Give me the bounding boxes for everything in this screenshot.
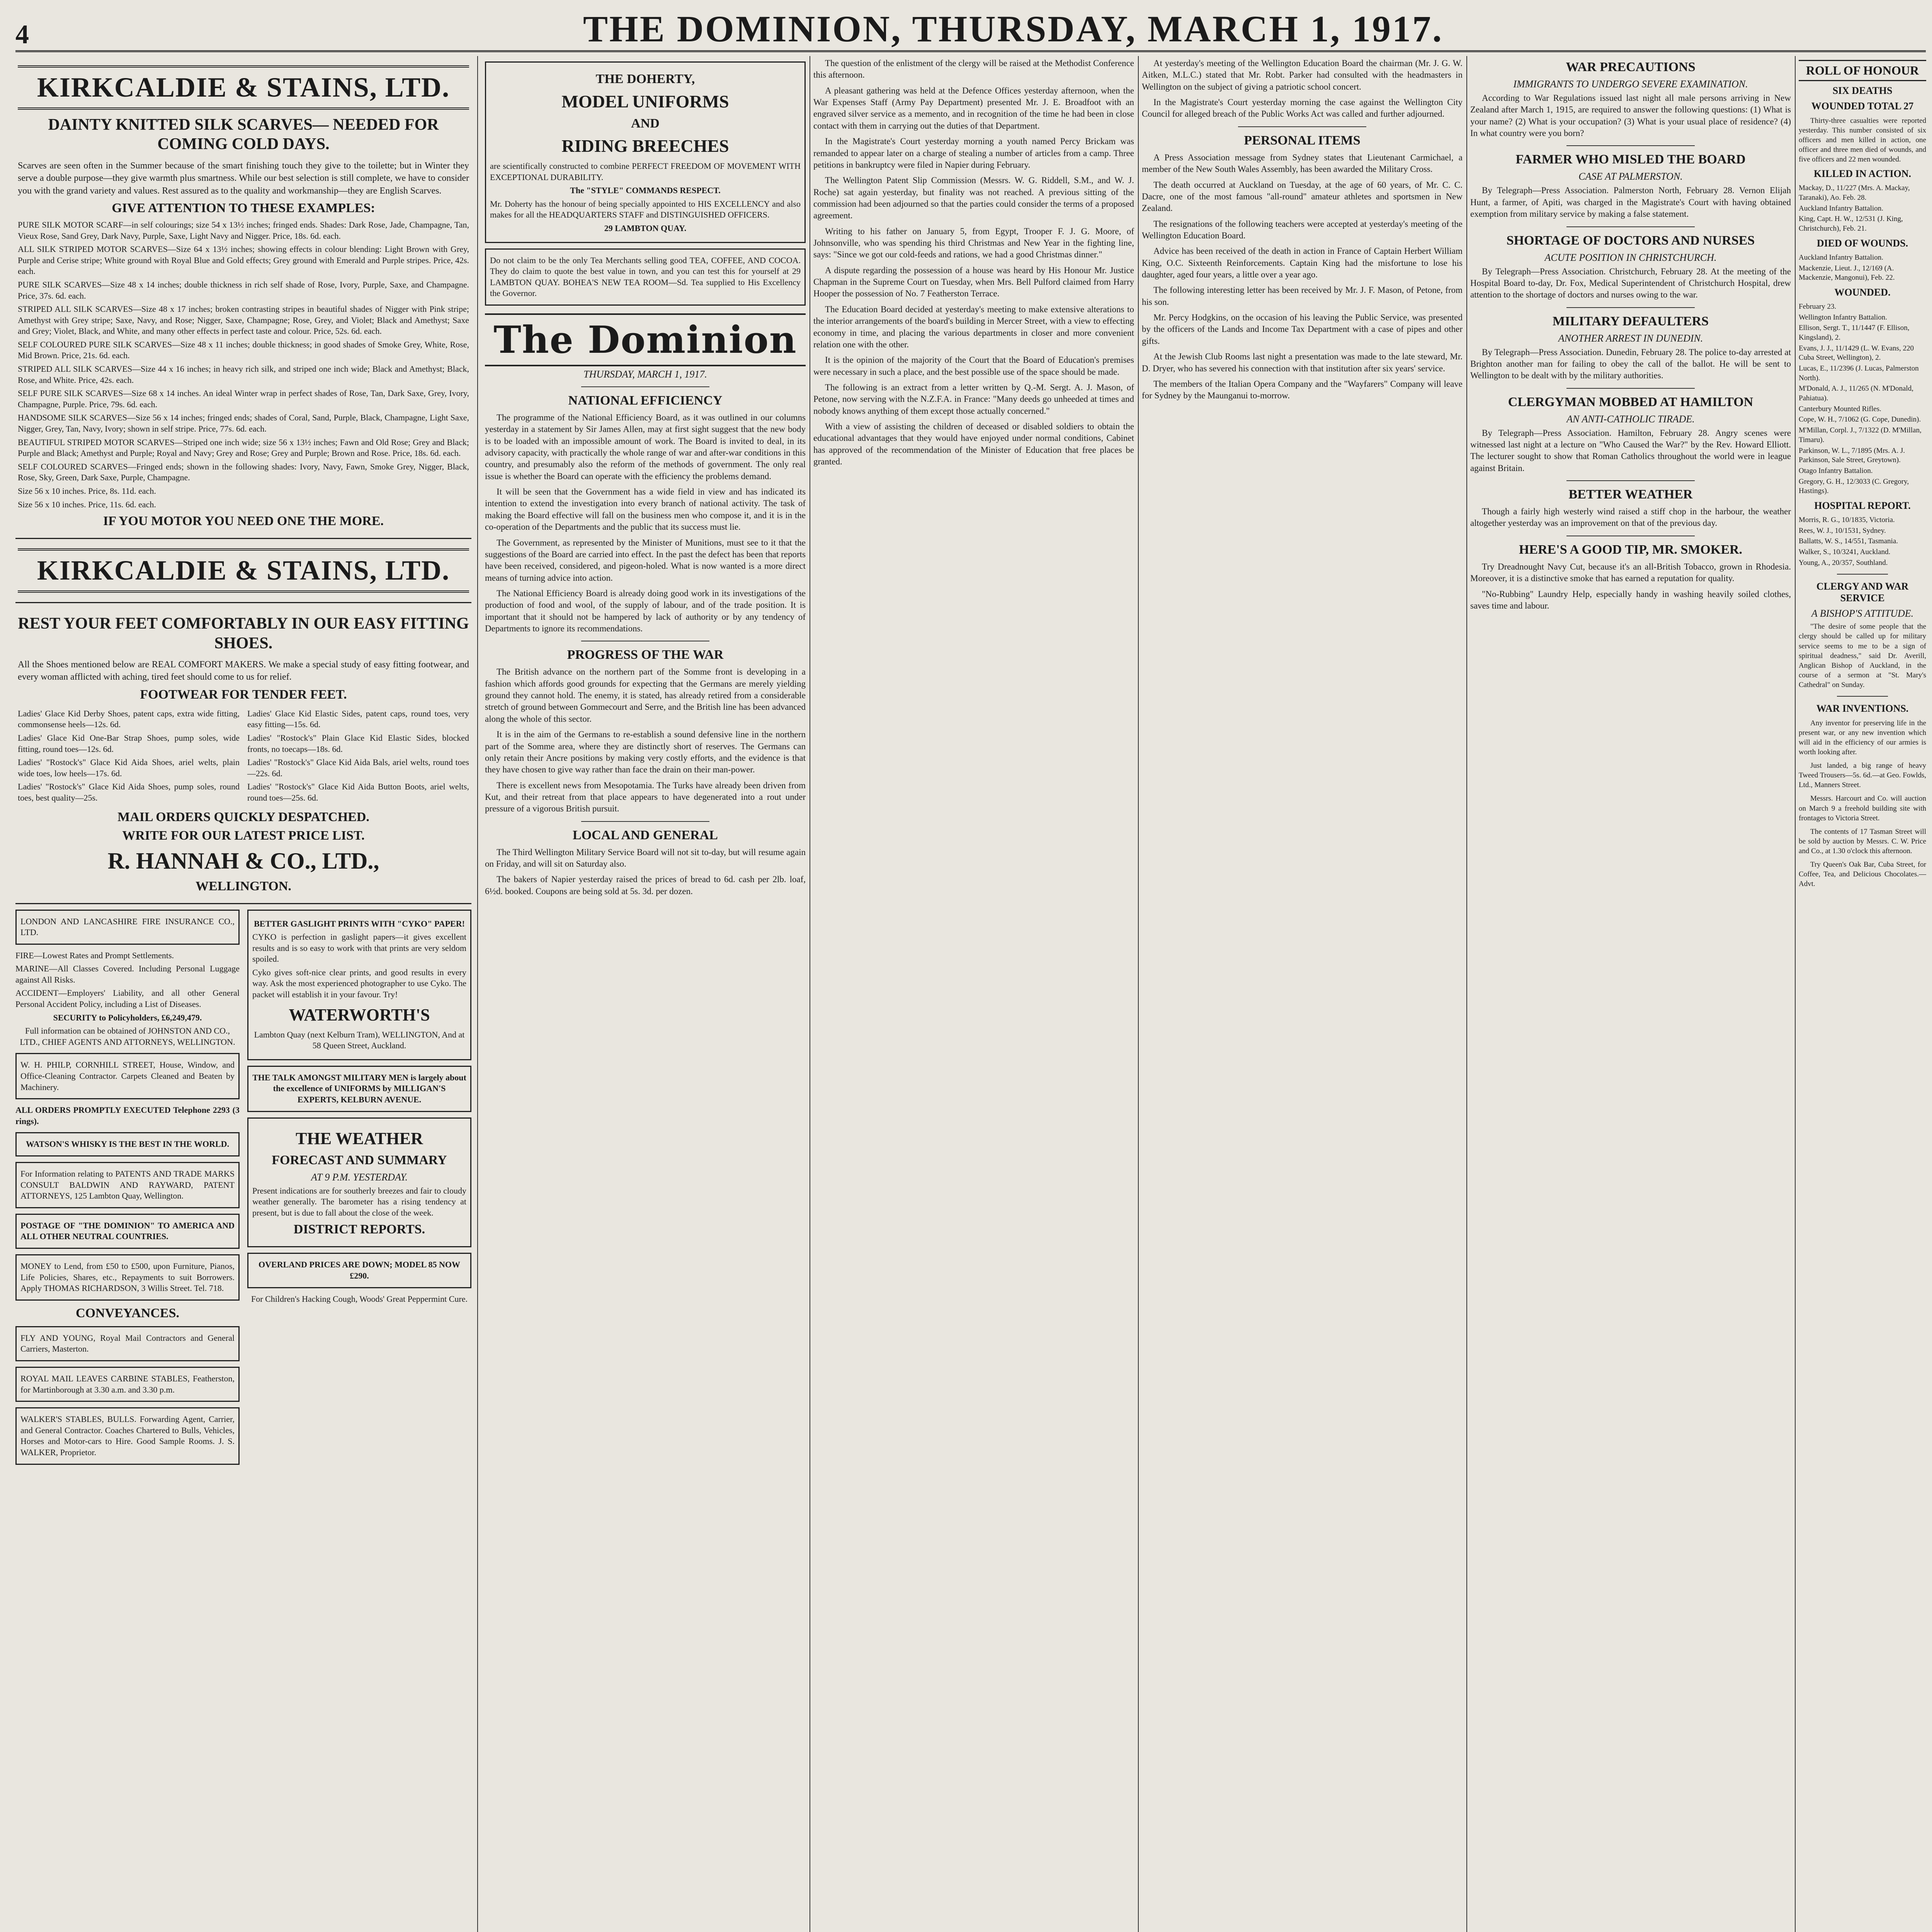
shoe-list xyxy=(18,706,469,806)
small-ad: ACCIDENT—Employers' Liability, and all other General Personal Accident Policy, including a List of Diseases. xyxy=(15,988,240,1009)
casualty-entry: Auckland Infantry Battalion. xyxy=(1799,204,1883,213)
ad-item: PURE SILK SCARVES—Size 48 x 14 inches; double thickness in rich self shade of Rose, Ivory, Purple, Saxe, and Champagne. Price, 37s. 6d. each. xyxy=(18,279,469,301)
ad-text: are scientifically constructed to combine PERFECT FREEDOM OF MOVEMENT WITH EXCEPTIONAL DURABILITY. xyxy=(490,161,801,182)
article-paragraph: The National Efficiency Board is already doing good work in its investigations of the production of food and wool, of the supply of labour, and of the trade position. It is important that it should not be hampered by lack of authority or by any tendency of Departments to ignore its recommendations. xyxy=(485,588,806,634)
section-heading: CONVEYANCES. xyxy=(76,1306,179,1320)
article-heading: WAR INVENTIONS. xyxy=(1816,702,1909,714)
small-ad: W. H. PHILP, CORNHILL STREET, House, Window, and Office-Cleaning Contractor. Carpets Cleaned and Beaten by Machinery. xyxy=(15,1053,240,1099)
article-paragraph: The death occurred at Auckland on Tuesday, at the age of 60 years, of Mr. C. C. Dacre, one of the most famous "all-round" amateur athletes and sportsmen in New Zealand. xyxy=(1142,180,1463,213)
ad-headline: REST YOUR FEET COMFORTABLY IN OUR EASY FITTING SHOES. xyxy=(18,615,469,652)
news-column xyxy=(1470,56,1791,1932)
article-paragraph: With a view of assisting the children of deceased or disabled soldiers to obtain the educational advantages that they would have enjoyed under normal conditions, Cabinet has approved of the recommendation of the Minister of Education that free places be granted. xyxy=(813,422,1134,467)
article-paragraph: In the Magistrate's Court yesterday morning a youth named Percy Brickam was remanded to appear later on a charge of stealing a number of articles from a camp. Three petitions in bankruptcy were filed in Napier during February. xyxy=(813,136,1134,170)
small-ad: FLY AND YOUNG, Royal Mail Contractors and General Carriers, Masterton. xyxy=(15,1326,240,1361)
article-heading: CLERGY AND WAR SERVICE xyxy=(1816,581,1909,604)
divider xyxy=(581,821,709,822)
article-paragraph: There is excellent news from Mesopotamia. The Turks have already been driven from Kut, and their retreat from that place appears to have degenerated into a rout under pressure of a vigorous British pursuit. xyxy=(485,780,806,814)
article-paragraph: At yesterday's meeting of the Wellington Education Board the chairman (Mr. J. G. W. Aitken, M.L.C.) stated that Mr. Robt. Parker had consulted with the headmasters in Wellington on the subject of giving a patriotic school concert. xyxy=(1142,58,1463,92)
weather-box xyxy=(247,1117,471,1248)
advertiser-name: KIRKCALDIE & STAINS, LTD. xyxy=(18,548,469,593)
article-heading: HERE'S A GOOD TIP, MR. SMOKER. xyxy=(1519,542,1743,557)
shoe-item: Ladies' "Rostock's" Glace Kid Aida Bals, ariel welts, round toes—22s. 6d. xyxy=(247,757,469,778)
shoe-item: Ladies' "Rostock's" Plain Glace Kid Elastic Sides, blocked fronts, no toecaps—18s. 6d. xyxy=(247,733,469,754)
ad-item: SELF PURE SILK SCARVES—Size 68 x 14 inches. An ideal Winter wrap in perfect shades of Rose, Tan, Dark Saxe, Grey, Ivory, Champagne, Purple. Price, 79s. 6d. each. xyxy=(18,388,469,409)
news-column xyxy=(813,56,1134,1932)
ad-text: Lambton Quay (next Kelburn Tram), WELLINGTON, And at 58 Queen Street, Auckland. xyxy=(254,1029,465,1051)
article-paragraph: Just landed, a big range of heavy Tweed Trousers—5s. 6d.—at Geo. Fowlds, Ltd., Manners Street. xyxy=(1799,762,1926,789)
article-paragraph: Advice has been received of the death in action in France of Captain Herbert William King, O.C. Sixteenth Reinforcements. Captain King had the misfortune to lose his daughter, aged four years, a little over a year ago. xyxy=(1142,246,1463,280)
casualty-entry: Mackay, D., 11/227 (Mrs. A. Mackay, Taranaki), Ao. Feb. 28. xyxy=(1799,184,1910,202)
district-reports: DISTRICT REPORTS. xyxy=(293,1222,425,1237)
small-ad: SECURITY to Policyholders, £6,249,479. xyxy=(53,1012,202,1022)
article-paragraph: By Telegraph—Press Association. Christchurch, February 28. At the meeting of the Hospital Board to-day, Dr. Fox, Medical Superintendent of Christchurch Hospital, drew attention to the shortage of doctors and nurses owing to the war. xyxy=(1470,266,1791,300)
casualty-entry: Lucas, E., 11/2396 (J. Lucas, Palmerston North). xyxy=(1799,364,1919,382)
advertiser-name: WATERWORTH'S xyxy=(289,1005,430,1024)
small-ad: ROYAL MAIL LEAVES CARBINE STABLES, Featherston, for Martinborough at 3.30 a.m. and 3.30 p.m. xyxy=(15,1367,240,1402)
cyko-ad xyxy=(247,910,471,1060)
article-heading: FARMER WHO MISLED THE BOARD xyxy=(1515,152,1746,167)
advertiser-name: R. HANNAH & CO., LTD., xyxy=(107,848,379,874)
article-paragraph: By Telegraph—Press Association. Hamilton, February 28. Angry scenes were witnessed last night at a lecture on "Who Caused the War?" by the Rev. Howard Elliott. The lecturer sought to show that Roman Catholics throughout the world were in league against Britain. xyxy=(1470,428,1791,473)
ad-headline: DAINTY KNITTED SILK SCARVES— NEEDED FOR COMING COLD DAYS. xyxy=(48,116,439,153)
woods-ad: For Children's Hacking Cough, Woods' Great Peppermint Cure. xyxy=(251,1294,468,1304)
article-paragraph: Any inventor for preserving life in the present war, or any new invention which will aid in the efficiency of our armies is worth looking after. xyxy=(1799,719,1926,757)
article-heading: PERSONAL ITEMS xyxy=(1244,133,1361,148)
article-subheading: IMMIGRANTS TO UNDERGO SEVERE EXAMINATION. xyxy=(1513,78,1748,90)
advertiser-name: KIRKCALDIE & STAINS, LTD. xyxy=(18,65,469,110)
small-ad: WATSON'S WHISKY IS THE BEST IN THE WORLD. xyxy=(15,1132,240,1156)
ad-intro: Scarves are seen often in the Summer because of the smart finishing touch they give to the toilette; but in Winter they serve a double purpose—they give warmth plus smartness. While our best selection is still complete, we have to consider you with the grand variety and values. Rest assured as to the quality and workmanship—they are English Scarves. xyxy=(18,160,469,196)
shoe-item: Ladies' Glace Kid Elastic Sides, patent caps, round toes, very easy fitting—15s. 6d. xyxy=(247,708,469,730)
ad-footer: IF YOU MOTOR YOU NEED ONE THE MORE. xyxy=(103,514,384,529)
article-paragraph: The resignations of the following teachers were accepted at yesterday's meeting of the Wellington Education Board. xyxy=(1142,219,1463,240)
shoe-item: Ladies' "Rostock's" Glace Kid Aida Shoes, pump soles, round toes, best quality—25s. xyxy=(18,782,240,803)
casualty-entry: King, Capt. H. W., 12/531 (J. King, Christchurch), Feb. 21. xyxy=(1799,215,1903,233)
weather-time: AT 9 P.M. YESTERDAY. xyxy=(311,1171,408,1183)
small-ad: MARINE—All Classes Covered. Including Personal Luggage against All Risks. xyxy=(15,964,240,985)
article-paragraph: "No-Rubbing" Laundry Help, especially handy in washing heavily soiled clothes, saves time and labour. xyxy=(1470,589,1791,611)
casualty-entry: February 23. xyxy=(1799,302,1837,311)
bohea-ad: Do not claim to be the only Tea Merchants selling good TEA, COFFEE, AND COCOA. They do claim to quote the best value in town, and you can test this for yourself at 29 LAMBTON QUAY. BOHEA'S NEW TEA ROOM—Sd. Tea supplied to His Excellency the Governor. xyxy=(485,248,806,306)
ad-headline: AND xyxy=(631,116,660,131)
article-paragraph: A Press Association message from Sydney states that Lieutenant Carmichael, a member of the New South Wales Assembly, has been awarded the Military Cross. xyxy=(1142,152,1463,174)
column-rule xyxy=(1466,56,1467,1932)
ad-address: 29 LAMBTON QUAY. xyxy=(604,223,687,233)
ad-text: Cyko gives soft-nice clear prints, and good results in every way. Ask the most experienced photographer to use Cyko. The packet will establish it in your favour. Try! xyxy=(252,967,466,1000)
ad-item: ALL SILK STRIPED MOTOR SCARVES—Size 64 x 13½ inches; showing effects in colour blending: Light Brown with Grey, Purple and Cerise stripe; White ground with Royal Blue and Gold effects; Grey ground with Emerald and Purple stripes. Price, 42s. each. xyxy=(18,244,469,276)
ad-item: STRIPED ALL SILK SCARVES—Size 44 x 16 inches; in heavy rich silk, and striped one inch wide; Black and Amethyst; Black, Rose, and White. Price, 42s. each. xyxy=(18,364,469,385)
hannah-shoes-ad xyxy=(15,603,471,904)
article-paragraph: Writing to his father on January 5, from Egypt, Trooper F. J. G. Moore, of Johnsonville, who was spending his third Christmas and New Year in the fighting line, says: "Since we got our cold-feeds and rations, we had a good Christmas dinner." xyxy=(813,226,1134,260)
article-paragraph: By Telegraph—Press Association. Palmerston North, February 28. Vernon Elijah Hunt, a farmer, of Apiti, was charged in the Magistrate's Court with having obtained exemption from military service by making a false statement. xyxy=(1470,185,1791,219)
ad-item: HANDSOME SILK SCARVES—Size 56 x 14 inches; fringed ends; shades of Coral, Sand, Purple, Black, Champagne, Light Saxe, Nigger, Grey, Tan, Navy, Ivory; shown in self stripe. Price, 77s. 6d. each. xyxy=(18,413,469,434)
article-paragraph: By Telegraph—Press Association. Dunedin, February 28. The police to-day arrested at Brighton another man for failing to obey the call of the ballot. He will be sent to Wellington to be dealt with by the military authorities. xyxy=(1470,347,1791,381)
article-paragraph: "The desire of some people that the clergy should be called up for military service seems to me to be a sign of spiritual deadness," said Dr. Averill, Anglican Bishop of Auckland, in the course of a sermon at "St. Mary's Cathedral" on Sunday. xyxy=(1799,622,1926,689)
divider xyxy=(1566,388,1695,389)
hospital-entry: Young, A., 20/357, Southland. xyxy=(1799,558,1888,567)
kirkcaldie-ad-2 xyxy=(15,539,471,603)
casualty-entry: Parkinson, W. L., 7/1895 (Mrs. A. J. Parkinson, Sale Street, Greytown). xyxy=(1799,446,1905,464)
ad-intro: All the Shoes mentioned below are REAL COMFORT MAKERS. We make a special study of easy fitting footwear, and every woman afflicted with aching, tired feet should come to us for relief. xyxy=(18,659,469,682)
article-paragraph: A pleasant gathering was held at the Defence Offices yesterday afternoon, when the War Expenses Staff (Army Pay Department) presented Mr. J. E. Broadfoot with an engraved silver service as a memento, and in recognition of the time he had been in close contact with them in carrying out the duties of that Department. xyxy=(813,85,1134,131)
shoe-item: Ladies' Glace Kid One-Bar Strap Shoes, pump soles, wide fitting, round toes—12s. 6d. xyxy=(18,733,240,754)
article-paragraph: The programme of the National Efficiency Board, as it was outlined in our columns yesterday in a statement by Sir James Allen, may at first sight suggest that the new body is to be loaded with an impossible amount of work. The Board is invited to deal, in its advisory capacity, with practically the whole range of war and after-war conditions in this country, and presumably also the reform of the methods of government. The only real issue is whether the Board can operate with the efficiency the problems demand. xyxy=(485,412,806,481)
advertiser-name: THE DOHERTY, xyxy=(595,72,695,86)
article-paragraph: The Government, as represented by the Minister of Munitions, must see to it that the suggestions of the Board are carried into effect. In the past the defect has been that reports have been received, considered, and pigeon-holed. What is now wanted is a more direct means of turning advice into action. xyxy=(485,537,806,583)
article-heading: SHORTAGE OF DOCTORS AND NURSES xyxy=(1506,233,1755,248)
divider xyxy=(1566,307,1695,308)
casualty-entry: Ellison, Sergt. T., 11/1447 (F. Ellison, Kingsland), 2. xyxy=(1799,324,1910,342)
article-paragraph: At the Jewish Club Rooms last night a presentation was made to the late steward, Mr. D. Dryer, who has severed his connection with that institution after six years' service. xyxy=(1142,352,1463,373)
article-paragraph: The question of the enlistment of the clergy will be raised at the Methodist Conference this afternoon. xyxy=(813,58,1134,80)
column-rule xyxy=(1138,56,1139,1932)
ad-headline: BETTER GASLIGHT PRINTS WITH "CYKO" PAPER! xyxy=(254,918,465,929)
article-subheading: A BISHOP'S ATTITUDE. xyxy=(1811,608,1914,619)
dateline: THURSDAY, MARCH 1, 1917. xyxy=(583,368,707,380)
milligan-ad: THE TALK AMONGST MILITARY MEN is largely about the excellence of UNIFORMS by MILLIGAN'S EXPERTS, KELBURN AVENUE. xyxy=(247,1066,471,1112)
article-paragraph: It will be seen that the Government has a wide field in view and has indicated its intention to extend the investigation into every branch of national activity. The task of making the Board effective will fall on the business men who compose it, and it is in the co-operation of the Departments and the public that its success must lie. xyxy=(485,487,806,532)
article-paragraph: Try Dreadnought Navy Cut, because it's an all-British Tobacco, grown in Rhodesia. Moreover, it is a distinctive smoke that has earned a reputation for quality. xyxy=(1470,561,1791,583)
weather-forecast: Present indications are for southerly breezes and fair to cloudy weather generally. The barometer has a rising tendency at present, but is due to fall about the close of the week. xyxy=(252,1185,466,1218)
advertiser-city: WELLINGTON. xyxy=(196,879,291,893)
article-paragraph: The members of the Italian Opera Company and the "Wayfarers" Company will leave for Sydney by the Maunganui to-morrow. xyxy=(1142,379,1463,401)
small-ad: Full information can be obtained of JOHNSTON AND CO., LTD., CHIEF AGENTS AND ATTORNEYS, WELLINGTON. xyxy=(20,1026,235,1047)
newspaper-logo: The Dominion xyxy=(485,313,806,366)
casualty-entry: Wellington Infantry Battalion. xyxy=(1799,313,1888,321)
small-ad: FIRE—Lowest Rates and Prompt Settlements. xyxy=(15,950,174,960)
casualty-entry: M'Millan, Corpl. J., 7/1322 (D. M'Millan, Timaru). xyxy=(1799,426,1922,444)
small-ad: ALL ORDERS PROMPTLY EXECUTED Telephone 2293 (3 rings). xyxy=(15,1105,240,1126)
section-heading: DIED OF WOUNDS. xyxy=(1816,237,1908,249)
hospital-entry: Walker, S., 10/3241, Auckland. xyxy=(1799,548,1891,556)
ad-item: STRIPED ALL SILK SCARVES—Size 48 x 17 inches; broken contrasting stripes in beautiful shades of Nigger with Pink stripe; Amethyst with Grey stripe; Saxe, Navy, and Rose; Nigger, Saxe, Champagne; Rose, Grey, and Violet; Black and Amethyst; Saxe and Grey; Violet, Black, and White, and many other effects in perfect taste and colour. Price, 52s. 6d. each. xyxy=(18,304,469,336)
ad-text: Mr. Doherty has the honour of being specially appointed to HIS EXCELLENCY and also makes for all the HEADQUARTERS STAFF and DISTINGUISHED OFFICERS. xyxy=(490,199,801,220)
divider xyxy=(1837,696,1888,697)
article-paragraph: The Education Board decided at yesterday's meeting to make extensive alterations to the interior arrangements of the board's building in Mercer Street, with a view to effecting economy in time, and placing the various departments in closer and more convenient relation one with the other. xyxy=(813,304,1134,349)
casualty-entry: Gregory, G. H., 12/3033 (C. Gregory, Hastings). xyxy=(1799,477,1909,495)
ad-item: PURE SILK MOTOR SCARF—in self colourings; size 54 x 13½ inches; fringed ends. Shades: Dark Rose, Jade, Champagne, Tan, Vieux Rose, Sand Grey, Dark Navy, Purple, Saxe, Light Navy and Nigger. Price, 18s. 6d. each. xyxy=(18,219,469,241)
article-paragraph: Though a fairly high westerly wind raised a stiff chop in the harbour, the weather altogether yesterday was an improvement on that of the previous day. xyxy=(1470,507,1791,528)
news-column xyxy=(1142,56,1463,1932)
article-paragraph: The following is an extract from a letter written by Q.-M. Sergt. A. J. Mason, of Petone, now serving with the N.Z.F.A. in France: "Many deeds go unheeded at times and nobody knows anything of them except those actually concerned." xyxy=(813,382,1134,416)
small-ad: WALKER'S STABLES, BULLS. Forwarding Agent, Carrier, and General Contractor. Coaches Chartered to Bulls, Vehicles, Horses and Motor-cars to Hire. Good Sample Rooms. J. S. WALKER, Proprietor. xyxy=(15,1407,240,1464)
ad-headline: RIDING BREECHES xyxy=(561,136,729,156)
ad-text: CYKO is perfection in gaslight papers—it gives excellent results and is so easy to work with that prints are very seldom spoiled. xyxy=(252,932,466,964)
advertisements-column xyxy=(15,56,471,1932)
small-ad: For Information relating to PATENTS AND TRADE MARKS CONSULT BALDWIN AND RAYWARD, PATENT ATTORNEYS, 125 Lambton Quay, Wellington. xyxy=(15,1162,240,1208)
kirkcaldie-scarves-ad xyxy=(15,56,471,539)
page-number: 4 xyxy=(15,20,29,49)
article-paragraph: Try Queen's Oak Bar, Cuba Street, for Coffee, Tea, and Delicious Chocolates.—Advt. xyxy=(1799,860,1926,888)
section-heading: KILLED IN ACTION. xyxy=(1813,168,1912,180)
shoe-item: Ladies' Glace Kid Derby Shoes, patent caps, extra wide fitting, commonsense heels—12s. 6d. xyxy=(18,708,240,730)
article-subheading: CASE AT PALMERSTON. xyxy=(1578,171,1683,182)
ad-item: SELF COLOURED SCARVES—Fringed ends; shown in the following shades: Ivory, Navy, Fawn, Smoke Grey, Nigger, Black, Rose, Sky, Green, Dark Saxe, Purple, Champagne. xyxy=(18,461,469,483)
article-paragraph: According to War Regulations issued last night all male persons arriving in New Zealand after March 1, 1915, are required to answer the following questions: (1) What is your name? (2) What is your occupation? (3) What is your usual place of residence? (4) In what country were you born? xyxy=(1470,93,1791,138)
article-paragraph: Mr. Percy Hodgkins, on the occasion of his leaving the Public Service, was presented by the officers of the Lands and Income Tax Department with a case of pipes and other gifts. xyxy=(1142,313,1463,346)
section-heading: HOSPITAL REPORT. xyxy=(1814,500,1911,511)
small-ads-right xyxy=(247,904,471,1470)
divider xyxy=(1566,226,1695,227)
doherty-ad xyxy=(485,61,806,243)
article-subheading: ACUTE POSITION IN CHRISTCHURCH. xyxy=(1544,252,1717,263)
article-paragraph: The following interesting letter has been received by Mr. J. F. Mason, of Petone, from his son. xyxy=(1142,285,1463,307)
small-ads-left xyxy=(15,904,240,1470)
article-paragraph: Thirty-three casualties were reported yesterday. This number consisted of six officers and men killed in action, one officer and three men died of wounds, and five officers and 22 men wounded. xyxy=(1799,117,1926,164)
shoe-item: Ladies' "Rostock's" Glace Kid Aida Button Boots, ariel welts, round toes—25s. 6d. xyxy=(247,782,469,803)
shoe-item: Ladies' "Rostock's" Glace Kid Aida Shoes, ariel welts, plain wide toes, low heels—17s. 6d. xyxy=(18,757,240,778)
article-heading: PROGRESS OF THE WAR xyxy=(567,648,724,662)
ad-item: Size 56 x 10 inches. Price, 8s. 11d. each. xyxy=(18,486,156,496)
article-paragraph: The bakers of Napier yesterday raised the prices of bread to 6d. cash per 2lb. loaf, 6½d. booked. Coupons are being sold at 5s. 3d. per dozen. xyxy=(485,874,806,896)
article-subheading: ANOTHER ARREST IN DUNEDIN. xyxy=(1558,332,1703,344)
hospital-entry: Ballatts, W. S., 14/551, Tasmania. xyxy=(1799,537,1898,546)
article-heading: NATIONAL EFFICIENCY xyxy=(568,393,723,408)
divider xyxy=(1837,574,1888,575)
article-heading: CLERGYMAN MOBBED AT HAMILTON xyxy=(1508,395,1753,409)
ad-headline: MODEL UNIFORMS xyxy=(561,92,729,111)
ad-note: WRITE FOR OUR LATEST PRICE LIST. xyxy=(122,828,365,843)
masthead xyxy=(15,8,1926,52)
article-paragraph: It is in the aim of the Germans to re-establish a sound defensive line in the northern part of the Somme area, where they are distinctly short of reserves. The Germans can only retain their Ancre positions by making very costly efforts, and the evidence is that they have chosen to give way rather than face the drain on their man-power. xyxy=(485,730,806,775)
article-paragraph: The contents of 17 Tasman Street will be sold by auction by Messrs. C. W. Price and Co., at 1.30 o'clock this afternoon. xyxy=(1799,827,1926,855)
divider xyxy=(1566,480,1695,481)
article-paragraph: It is the opinion of the majority of the Court that the Board of Education's premises were necessary in such a place, and the best possible use of the space should be made. xyxy=(813,355,1134,377)
hospital-entry: Morris, R. G., 10/1835, Victoria. xyxy=(1799,515,1895,524)
divider xyxy=(1566,145,1695,146)
article-subheading: WOUNDED TOTAL 27 xyxy=(1811,100,1914,112)
article-paragraph: A dispute regarding the possession of a house was heard by His Honour Mr. Justice Chapman in the Supreme Court on Tuesday, when Mrs. Bell Pulford claimed from Harry Hooper the possession of No. 7 Featherston Terrace. xyxy=(813,265,1134,299)
roll-of-honour-column xyxy=(1799,56,1926,1932)
small-ad: MONEY to Lend, from £50 to £500, upon Furniture, Pianos, Life Policies, Shares, etc., Repayments to suit Borrowers. Apply THOMAS RICHARDSON, 3 Willis Street. Tel. 718. xyxy=(15,1254,240,1301)
article-heading: LOCAL AND GENERAL xyxy=(573,828,718,842)
weather-heading: THE WEATHER xyxy=(296,1129,423,1148)
small-ad: POSTAGE OF "THE DOMINION" TO AMERICA AND ALL OTHER NEUTRAL COUNTRIES. xyxy=(15,1214,240,1249)
article-paragraph: The Third Wellington Military Service Board will not sit to-day, but will resume again on Friday, and will sit on Saturday also. xyxy=(485,847,806,869)
small-ads xyxy=(15,904,471,1470)
hospital-entry: Rees, W. J., 10/1531, Sydney. xyxy=(1799,526,1886,535)
ad-note: MAIL ORDERS QUICKLY DESPATCHED. xyxy=(117,810,369,824)
casualty-entry: M'Donald, A. J., 11/265 (N. M'Donald, Pahiatua). xyxy=(1799,384,1913,403)
casualty-entry: Evans, J. J., 11/1429 (L. W. Evans, 220 Cuba Street, Wellington), 2. xyxy=(1799,344,1914,362)
article-heading: MILITARY DEFAULTERS xyxy=(1552,314,1709,328)
article-subheading: SIX DEATHS xyxy=(1832,85,1893,96)
casualty-entry: Mackenzie, Lieut. J., 12/169 (A. Mackenzie, Mangonui), Feb. 22. xyxy=(1799,264,1895,282)
masthead-title: THE DOMINION, THURSDAY, MARCH 1, 1917. xyxy=(583,8,1444,49)
article-heading: WAR PRECAUTIONS xyxy=(1566,60,1696,74)
article-paragraph: The British advance on the northern part of the Somme front is developing in a fashion which affords good grounds for expecting that the Germans are merely yielding ground they cannot hold. The enemy, it is stated, has already retired from a considerable stretch of ground between Gommecourt and Serre, and the British line has been advanced along the whole of this sector. xyxy=(485,667,806,724)
ad-item: SELF COLOURED PURE SILK SCARVES—Size 48 x 11 inches; double thickness; in good shades of Smoke Grey, White, Rose, Mid Brown. Price, 21s. 6d. each. xyxy=(18,339,469,361)
divider xyxy=(581,386,709,387)
article-subheading: AN ANTI-CATHOLIC TIRADE. xyxy=(1566,413,1695,425)
casualty-entry: Auckland Infantry Battalion. xyxy=(1799,253,1883,262)
ad-text: The "STYLE" COMMANDS RESPECT. xyxy=(570,185,721,196)
casualty-entry: Otago Infantry Battalion. xyxy=(1799,466,1873,475)
article-heading: ROLL OF HONOUR xyxy=(1799,60,1926,81)
ad-item: Size 56 x 10 inches. Price, 11s. 6d. each. xyxy=(18,499,156,509)
column-rule xyxy=(1795,56,1796,1932)
casualty-entry: Cope, W. H., 7/1062 (G. Cope, Dunedin). xyxy=(1799,415,1921,424)
article-paragraph: The Wellington Patent Slip Commission (Messrs. W. G. Riddell, S.M., and W. J. Roche) sat again yesterday, but finality was not reached. A previous sitting of the commission had been adjourned so that the parties could consider the terms of a proposed agreement. xyxy=(813,175,1134,221)
article-paragraph: In the Magistrate's Court yesterday morning the case against the Wellington City Council for alleged breach of the Public Works Act was called and further adjourned. xyxy=(1142,97,1463,119)
divider xyxy=(1238,126,1366,127)
ad-subheading: FOOTWEAR FOR TENDER FEET. xyxy=(140,687,347,702)
article-paragraph: Messrs. Harcourt and Co. will auction on March 9 a freehold building site with frontages to Victoria Street. xyxy=(1799,794,1926,822)
section-heading: WOUNDED. xyxy=(1834,286,1891,298)
editorial-column xyxy=(485,56,806,1932)
overland-ad: OVERLAND PRICES ARE DOWN; MODEL 85 NOW £290. xyxy=(247,1253,471,1288)
article-heading: BETTER WEATHER xyxy=(1568,487,1693,502)
small-ad: LONDON AND LANCASHIRE FIRE INSURANCE CO., LTD. xyxy=(15,910,240,945)
casualty-entry: Canterbury Mounted Rifles. xyxy=(1799,405,1881,413)
ad-subheading: GIVE ATTENTION TO THESE EXAMPLES: xyxy=(112,201,375,215)
column-rule xyxy=(477,56,478,1932)
weather-subheading: FORECAST AND SUMMARY xyxy=(272,1153,447,1167)
ad-item: BEAUTIFUL STRIPED MOTOR SCARVES—Striped one inch wide; size 56 x 13½ inches; Fawn and Old Rose; Grey and Black; Purple and Black; Amethyst and Purple; Royal and Navy; Grey and Rose; Grey and Purple; Brown and Rose. Price, 18s. 6d. each. xyxy=(18,437,469,458)
